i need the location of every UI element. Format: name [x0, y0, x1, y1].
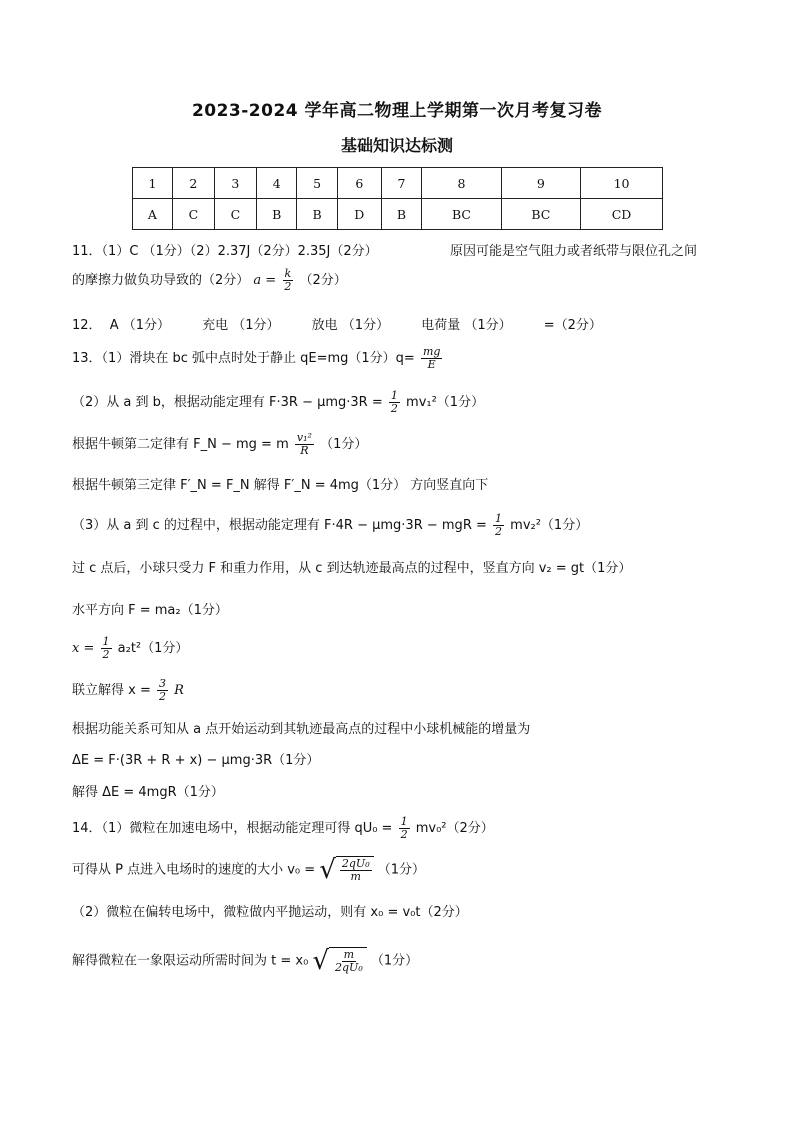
fraction-numerator: 1	[495, 512, 503, 525]
fraction	[389, 390, 400, 415]
fraction-denominator: 2	[390, 402, 398, 415]
q13-line-1	[72, 346, 444, 371]
square-root	[312, 947, 366, 975]
radicand	[336, 856, 374, 884]
fraction-numerator: 1	[390, 389, 398, 402]
q13-text: 13．（1）滑块在 bc 弧中点时处于静止 qE=mg（1分）q=	[72, 351, 415, 366]
q13-line-7	[72, 599, 228, 618]
fraction-denominator: 2	[400, 828, 408, 841]
q13-text: 过 c 点后，小球只受力 F 和重力作用，从 c 到达轨迹最高点的过程中，竖直方向 v₂ = gt（1分）	[72, 561, 632, 576]
q13-text: （2）从 a 到 b，根据动能定理有 F·3R − μmg·3R =	[72, 395, 383, 410]
q13-line-5	[72, 513, 588, 538]
q13-line-4	[72, 474, 488, 493]
answer-table-answers-row	[133, 199, 663, 230]
q13-text: 水平方向 F = ma₂（1分）	[72, 603, 228, 618]
fraction-numerator: 3	[159, 677, 166, 690]
answer-item: =（2分）	[543, 318, 602, 333]
table-cell: 10	[581, 168, 663, 199]
q13-line-2	[72, 390, 484, 415]
q14-line-1	[72, 816, 494, 841]
fraction-denominator: 2	[159, 690, 166, 703]
q13-line-9	[72, 678, 184, 703]
table-cell: 9	[501, 168, 580, 199]
page-title: 2023-2024 学年高二物理上学期第一次月考复习卷	[191, 101, 603, 121]
table-cell: 1	[133, 168, 173, 199]
q13-text: （3）从 a 到 c 的过程中，根据动能定理有 F·4R − μmg·3R − mgR =	[72, 518, 487, 533]
table-cell: CD	[581, 199, 663, 230]
page-subtitle: 基础知识达标测	[340, 136, 453, 155]
answer-item: 放电 （1分）	[311, 318, 390, 333]
table-cell: 6	[337, 168, 381, 199]
fraction	[333, 949, 365, 974]
q13-text: ΔE = F·(3R + R + x) − μmg·3R（1分）	[72, 753, 320, 768]
answer-item: A （1分）	[109, 318, 170, 333]
fraction	[101, 636, 112, 661]
fraction-numerator: mg	[422, 345, 441, 358]
q13-line-8	[72, 636, 188, 661]
fraction-denominator: 2	[102, 648, 110, 661]
q11-line-1	[72, 240, 378, 259]
q13-text: 根据牛顿第三定律 F′_N = F_N 解得 F′_N = 4mg（1分） 方向竖直向下	[72, 478, 489, 493]
q13-text: 联立解得 x =	[72, 683, 151, 698]
fraction	[157, 678, 168, 703]
formula-lhs: x =	[72, 641, 95, 656]
fraction	[282, 268, 293, 293]
fraction-numerator: 1	[102, 635, 110, 648]
q13-text: 根据牛顿第二定律有 F_N − mg = m	[72, 437, 289, 452]
q14-text: （1分）	[370, 953, 419, 969]
radicand	[329, 947, 367, 975]
q14-text: （1分）	[377, 862, 426, 878]
q13-line-12	[72, 781, 224, 800]
q14-text: 解得微粒在一象限运动所需时间为 t = x₀	[72, 953, 309, 969]
formula-lhs: a =	[253, 273, 277, 288]
fraction-denominator: R	[300, 444, 309, 457]
q11-text-right: 原因可能是空气阻力或者纸带与限位孔之间	[450, 244, 698, 259]
answer-table	[132, 167, 663, 230]
fraction-denominator: m	[350, 870, 361, 883]
q13-line-6	[72, 557, 631, 576]
table-cell: C	[172, 199, 214, 230]
table-cell: 7	[381, 168, 421, 199]
q11-text: 11．（1）C （1分）（2）2.37J（2分）2.35J（2分）	[72, 244, 378, 259]
q14-line-3	[72, 901, 468, 920]
table-cell: A	[133, 199, 173, 230]
fraction-numerator: m	[343, 948, 355, 961]
q13-text: 解得 ΔE = 4mgR（1分）	[72, 785, 224, 800]
answer-item: 电荷量 （1分）	[421, 318, 512, 333]
table-cell: D	[337, 199, 381, 230]
table-cell: B	[297, 199, 337, 230]
fraction-denominator: 2	[495, 525, 503, 538]
fraction-numerator: v₁²	[296, 431, 312, 444]
q14-text: mv₀²（2分）	[415, 821, 494, 836]
q13-text: （1分）	[320, 437, 368, 452]
q13-text: R	[174, 683, 184, 698]
table-cell: BC	[501, 199, 580, 230]
fraction	[340, 858, 372, 883]
fraction-numerator: 2qU₀	[341, 857, 370, 870]
table-cell: 2	[172, 168, 214, 199]
table-cell: 3	[214, 168, 256, 199]
fraction-denominator: E	[427, 358, 436, 371]
answer-table-numbers-row	[133, 168, 663, 199]
question-number: 12．	[72, 318, 102, 333]
table-cell: BC	[422, 199, 501, 230]
q14-line-2	[72, 856, 425, 884]
fraction	[421, 346, 442, 371]
answer-item: 充电 （1分）	[202, 318, 280, 333]
table-cell: C	[214, 199, 256, 230]
q14-text: （2）微粒在偏转电场中，微粒做内平抛运动，则有 x₀ = v₀t（2分）	[72, 905, 468, 920]
q14-text: 14．（1）微粒在加速电场中，根据动能定理可得 qU₀ =	[72, 821, 393, 836]
square-root	[319, 856, 373, 884]
fraction-numerator: k	[284, 267, 292, 280]
q13-text: mv₂²（1分）	[510, 518, 589, 533]
table-cell: 5	[297, 168, 337, 199]
q11-text: 的摩擦力做负功导致的（2分）	[72, 273, 250, 288]
fraction	[399, 816, 410, 841]
q11-line-1-right	[450, 240, 697, 259]
table-cell: B	[381, 199, 421, 230]
q13-line-3	[72, 432, 367, 457]
fraction	[493, 513, 504, 538]
q13-text: mv₁²（1分）	[406, 395, 485, 410]
q13-text: a₂t²（1分）	[117, 641, 189, 656]
fraction-denominator: 2qU₀	[335, 961, 363, 974]
score-note: （2分）	[299, 273, 347, 288]
q14-line-4	[72, 947, 418, 975]
q11-line-2	[72, 268, 347, 293]
table-cell: B	[256, 199, 296, 230]
fraction	[295, 432, 314, 457]
table-cell: 4	[256, 168, 296, 199]
q13-text: 根据功能关系可知从 a 点开始运动到其轨迹最高点的过程中小球机械能的增量为	[72, 722, 531, 737]
q12-line	[72, 314, 602, 333]
q13-line-11	[72, 749, 319, 768]
radical-sign: √	[319, 855, 336, 885]
radical-sign: √	[312, 946, 330, 976]
fraction-denominator: 2	[284, 280, 292, 293]
table-cell: 8	[422, 168, 501, 199]
fraction-numerator: 1	[400, 815, 408, 828]
q14-text: 可得从 P 点进入电场时的速度的大小 v₀ =	[72, 862, 316, 878]
q13-line-10	[72, 718, 530, 737]
